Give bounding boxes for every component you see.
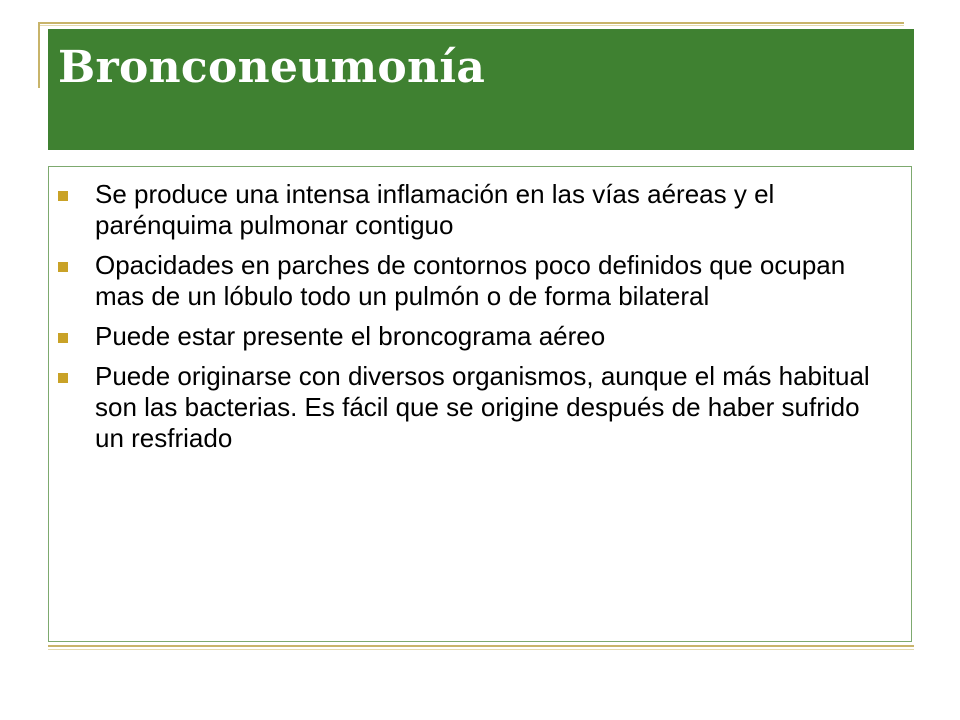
top-gold-rule	[40, 22, 904, 24]
bullet-text: Puede estar presente el broncograma aéreo	[95, 321, 606, 351]
square-bullet-icon	[58, 191, 68, 201]
bullet-item	[95, 321, 875, 352]
square-bullet-icon	[58, 262, 68, 272]
bottom-gold-rule-shadow	[48, 649, 914, 650]
bullet-list	[95, 179, 875, 463]
left-gold-rule	[38, 22, 40, 88]
slide-title: Bronconeumonía	[58, 42, 486, 93]
top-gold-rule-shadow	[40, 25, 904, 26]
bullet-text: Puede originarse con diversos organismos, aunque el más habitual son las bacterias. Es fácil que se origine después de haber sufrido un resfriado	[95, 361, 870, 453]
bullet-item	[95, 179, 875, 241]
content-box	[48, 166, 912, 642]
bullet-item	[95, 250, 875, 312]
bottom-gold-rule	[48, 645, 914, 647]
bullet-text: Se produce una intensa inflamación en las vías aéreas y el parénquima pulmonar contiguo	[95, 179, 775, 240]
bullet-item	[95, 361, 875, 454]
square-bullet-icon	[58, 333, 68, 343]
square-bullet-icon	[58, 373, 68, 383]
bullet-text: Opacidades en parches de contornos poco definidos que ocupan mas de un lóbulo todo un pulmón o de forma bilateral	[95, 250, 846, 311]
